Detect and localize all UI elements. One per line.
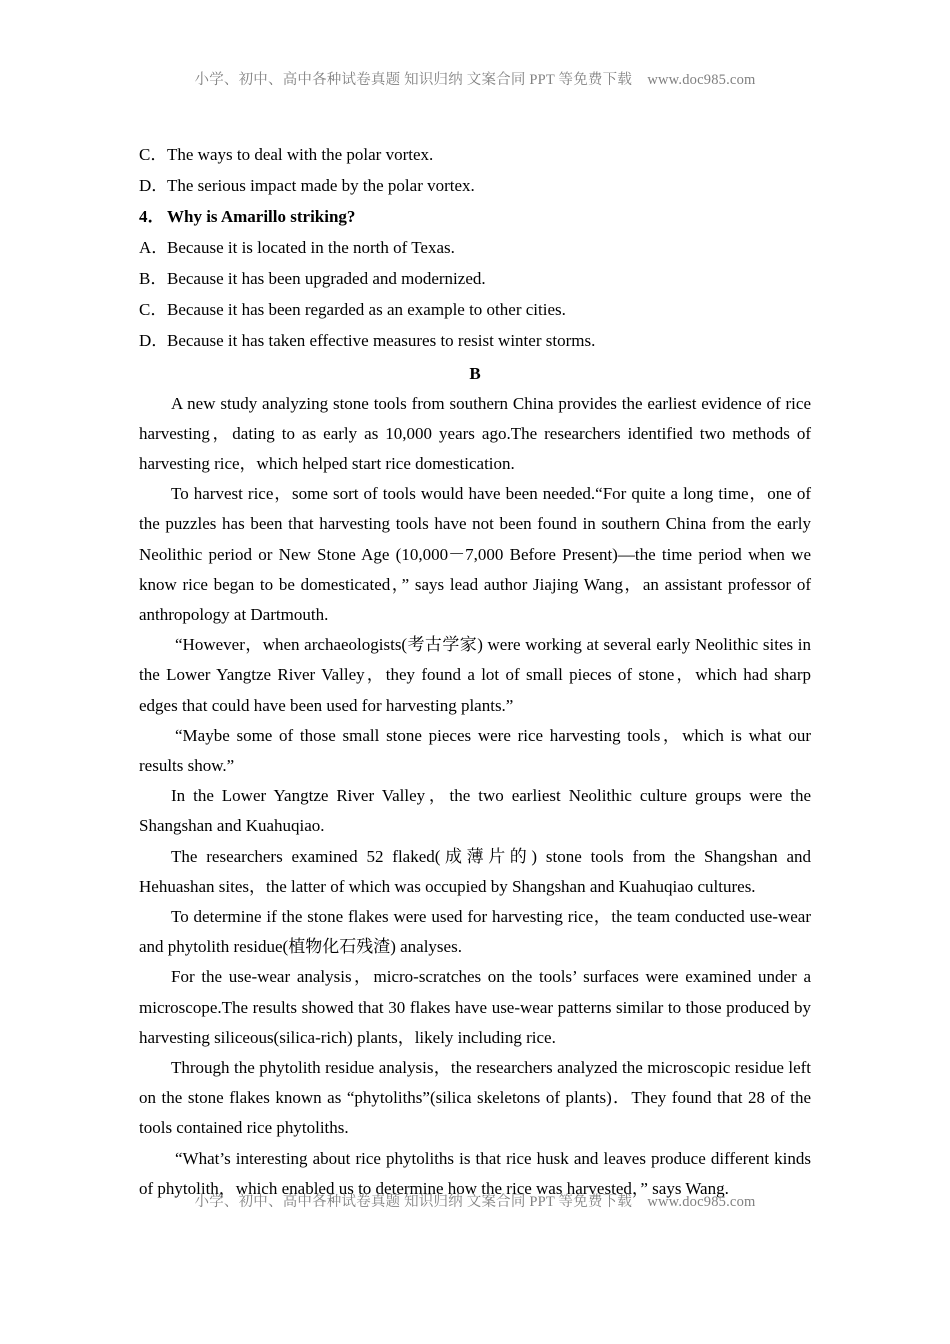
option-text: The ways to deal with the polar vortex. — [167, 145, 434, 164]
option-label: A． — [139, 238, 169, 257]
passage-paragraph: “Maybe some of those small stone pieces were rice harvesting tools，which is what our results show.” — [139, 725, 811, 775]
question-text: Why is Amarillo striking? — [167, 207, 356, 226]
option-label: B． — [139, 269, 168, 288]
passage-paragraph: Through the phytolith residue analysis，the researchers analyzed the microscopic residue left on the stone flakes known as “phytoliths”(silica skeletons of plants)．They found that 28 of the tools contained rice phytoliths. — [139, 1057, 811, 1138]
question-number: 4． — [139, 207, 165, 226]
option-item — [139, 171, 811, 202]
option-item — [139, 264, 811, 295]
passage-paragraph: In the Lower Yangtze River Valley，the two earliest Neolithic culture groups were the Shangshan and Kuahuqiao. — [139, 786, 811, 836]
passage-paragraph: “However，when archaeologists(考古学家) were working at several early Neolithic sites in the Lower Yangtze River Valley，they found a lot of small pieces of stone，which had sharp edges that could have been used for harvesting plants.” — [139, 635, 811, 715]
document-body — [139, 140, 811, 1204]
option-item — [139, 295, 811, 326]
footer-watermark: 小学、初中、高中各种试卷真题 知识归纳 文案合同 PPT 等免费下载 www.doc985.com — [194, 1194, 756, 1210]
option-text: Because it has been upgraded and modernized. — [167, 269, 486, 288]
passage-paragraph: To determine if the stone flakes were used for harvesting rice，the team conducted use-wear and phytolith residue(植物化石残渣) analyses. — [139, 906, 811, 957]
option-item — [139, 140, 811, 171]
passage-paragraph: For the use-wear analysis，micro-scratches on the tools’ surfaces were examined under a microscope.The results showed that 30 flakes have use-wear patterns similar to those produced by harvesting siliceous(silica-rich) plants，likely including rice. — [139, 967, 811, 1047]
option-label: D． — [139, 176, 169, 195]
passage-paragraph: A new study analyzing stone tools from southern China provides the earliest evidence of rice harvesting，dating to as early as 10,000 years ago.The researchers identified two methods of harvesting rice，which helped start rice domestication. — [139, 393, 811, 473]
option-item — [139, 233, 811, 264]
header-watermark: 小学、初中、高中各种试卷真题 知识归纳 文案合同 PPT 等免费下载 www.doc985.com — [194, 72, 756, 88]
option-text: Because it has taken effective measures to resist winter storms. — [167, 331, 596, 350]
passage-section-letter: B — [469, 363, 481, 383]
option-text: Because it has been regarded as an example to other cities. — [167, 300, 566, 319]
option-text: Because it is located in the north of Texas. — [167, 238, 455, 257]
passage-paragraph: The researchers examined 52 flaked(成薄片的) stone tools from the Shangshan and Hehuashan sites，the latter of which was occupied by Shangshan and Kuahuqiao cultures. — [139, 846, 811, 896]
question-4-stem — [139, 202, 811, 233]
passage-paragraph: “What’s interesting about rice phytoliths is that rice husk and leaves produce different kinds of phytolith，which enabled us to determine how the rice was harvested，” says Wang. — [139, 1148, 811, 1198]
option-text: The serious impact made by the polar vortex. — [167, 176, 475, 195]
option-label: D． — [139, 331, 169, 350]
option-label: C． — [139, 145, 168, 164]
option-label: C． — [139, 300, 168, 319]
passage-paragraph: To harvest rice，some sort of tools would have been needed.“For quite a long time，one of the puzzles has been that harvesting tools have not been found in southern China from the early Neolithic period or New Stone Age (10,000－7,000 Before Present)—the time period when we know rice began to be domesticated，” says lead author Jiajing Wang，an assistant professor of anthropology at Dartmouth. — [139, 484, 811, 624]
option-item — [139, 326, 811, 357]
